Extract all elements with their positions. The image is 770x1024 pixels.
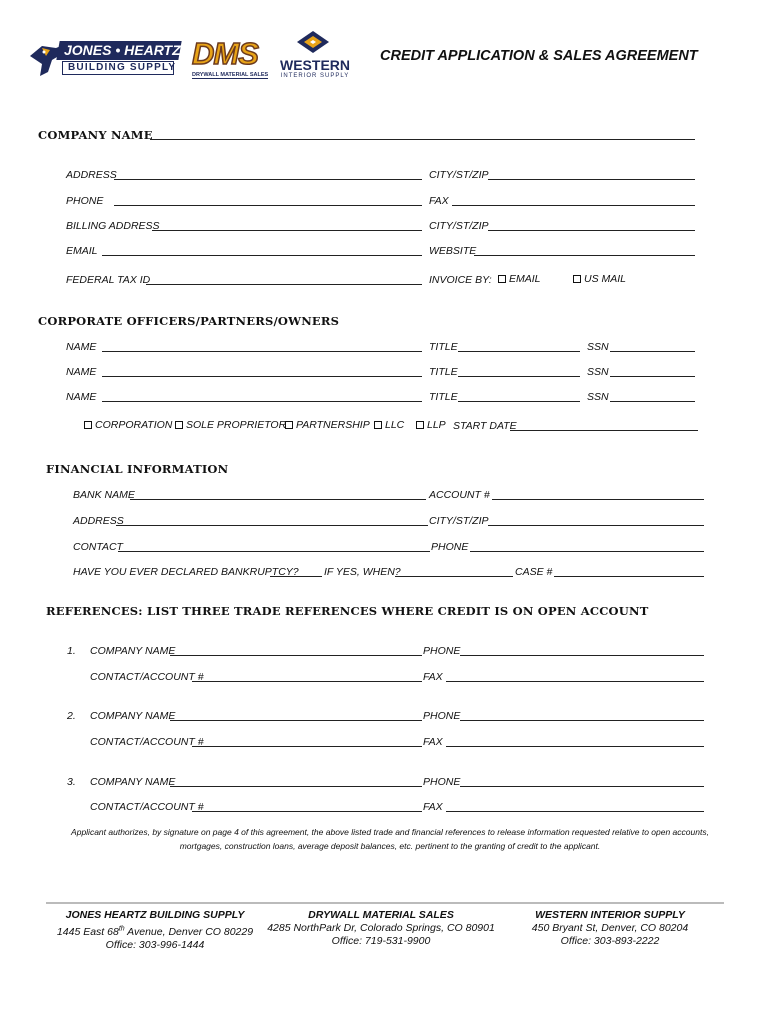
ref1-fax-field[interactable]	[446, 681, 704, 682]
officer-name-label: NAME	[66, 366, 97, 378]
email-field[interactable]	[102, 255, 422, 256]
entity-type-corporation[interactable]: CORPORATION	[84, 419, 172, 431]
start-date-label: START DATE	[453, 420, 517, 432]
bank-address-field[interactable]	[116, 525, 428, 526]
bank-phone-field[interactable]	[470, 551, 704, 552]
officer-name-label: NAME	[66, 391, 97, 403]
ref1-company-field[interactable]	[170, 655, 422, 656]
ref-phone-label: PHONE	[423, 710, 461, 722]
ref-company-label: COMPANY NAME	[90, 710, 176, 722]
logo-text-dms: DMS	[192, 36, 258, 71]
website-field[interactable]	[474, 255, 695, 256]
ref2-contact-field[interactable]	[192, 746, 422, 747]
ref-contact-label: CONTACT/ACCOUNT #	[90, 671, 204, 683]
footer-company-name: WESTERN INTERIOR SUPPLY	[535, 909, 685, 921]
officer-title-label: TITLE	[429, 366, 458, 378]
ref-company-label: COMPANY NAME	[90, 645, 176, 657]
western-logo	[278, 30, 352, 84]
city-field[interactable]	[488, 179, 695, 180]
ref-contact-label: CONTACT/ACCOUNT #	[90, 801, 204, 813]
website-label: WEBSITE	[429, 245, 477, 257]
ref-fax-label: FAX	[423, 671, 443, 683]
city-label: CITY/ST/ZIP	[429, 169, 489, 181]
bankruptcy-when-field[interactable]	[395, 576, 513, 577]
officer-ssn-label: SSN	[587, 366, 609, 378]
entity-type-sole-proprietor[interactable]: SOLE PROPRIETOR	[175, 419, 286, 431]
tax-id-field[interactable]	[146, 284, 422, 285]
ref3-fax-field[interactable]	[446, 811, 704, 812]
references-heading: REFERENCES: LIST THREE TRADE REFERENCES WHERE CREDIT IS ON OPEN ACCOUNT	[46, 604, 649, 618]
footer-office: Office: 303-893-2222	[560, 935, 660, 947]
invoice-mail-option[interactable]: US MAIL	[573, 273, 626, 285]
fax-label: FAX	[429, 195, 449, 207]
footer-divider	[46, 902, 724, 904]
bankruptcy-when-label: IF YES, WHEN?	[324, 566, 401, 578]
account-label: ACCOUNT #	[429, 489, 490, 501]
entity-type-llp[interactable]: LLP	[416, 419, 446, 431]
footer-address: 1445 East 68th Avenue, Denver CO 80229	[56, 925, 254, 938]
phone-field[interactable]	[114, 205, 422, 206]
footer-western	[510, 909, 710, 948]
entity-type-llc[interactable]: LLC	[374, 419, 404, 431]
footer-address: 450 Bryant St, Denver, CO 80204	[531, 922, 689, 934]
officers-heading: CORPORATE OFFICERS/PARTNERS/OWNERS	[38, 314, 340, 328]
checkbox-icon[interactable]	[84, 421, 92, 429]
officer-title-field[interactable]	[458, 376, 580, 377]
checkbox-icon[interactable]	[175, 421, 183, 429]
financial-heading: FINANCIAL INFORMATION	[46, 462, 229, 476]
ref-phone-label: PHONE	[423, 776, 461, 788]
ref-fax-label: FAX	[423, 736, 443, 748]
checkbox-icon[interactable]	[498, 275, 506, 283]
start-date-field[interactable]	[510, 430, 698, 431]
jones-heartz-logo	[28, 38, 180, 80]
officer-title-label: TITLE	[429, 391, 458, 403]
footer-office: Office: 303-996-1444	[105, 938, 205, 951]
bank-name-label: BANK NAME	[73, 489, 135, 501]
officer-title-label: TITLE	[429, 341, 458, 353]
ref2-company-field[interactable]	[170, 720, 422, 721]
officer-ssn-label: SSN	[587, 341, 609, 353]
ref3-phone-field[interactable]	[460, 786, 704, 787]
footer-company-name: JONES HEARTZ BUILDING SUPPLY	[65, 909, 245, 921]
bankruptcy-field[interactable]	[270, 576, 322, 577]
billing-city-label: CITY/ST/ZIP	[429, 220, 489, 232]
ref-company-label: COMPANY NAME	[90, 776, 176, 788]
bankruptcy-label: HAVE YOU EVER DECLARED BANKRUPTCY?	[73, 566, 299, 578]
officer-name-label: NAME	[66, 341, 97, 353]
diamond-logo-icon	[296, 30, 330, 54]
logo-text-interior-supply: INTERIOR SUPPLY	[280, 73, 350, 79]
checkbox-icon[interactable]	[374, 421, 382, 429]
tax-id-label: FEDERAL TAX ID	[66, 274, 151, 286]
officer-name-field[interactable]	[102, 401, 422, 402]
ref-phone-label: PHONE	[423, 645, 461, 657]
ref1-phone-field[interactable]	[460, 655, 704, 656]
officer-ssn-field[interactable]	[610, 351, 695, 352]
officer-title-field[interactable]	[458, 351, 580, 352]
bank-city-field[interactable]	[488, 525, 704, 526]
footer-address: 4285 NorthPark Dr, Colorado Springs, CO 80901	[267, 922, 495, 934]
case-label: CASE #	[515, 566, 553, 578]
bank-address-label: ADDRESS	[73, 515, 124, 527]
ref3-company-field[interactable]	[170, 786, 422, 787]
officer-title-field[interactable]	[458, 401, 580, 402]
bank-contact-label: CONTACT	[73, 541, 123, 553]
bank-contact-field[interactable]	[118, 551, 430, 552]
checkbox-icon[interactable]	[416, 421, 424, 429]
dms-logo	[190, 36, 268, 82]
officer-ssn-label: SSN	[587, 391, 609, 403]
ref2-fax-field[interactable]	[446, 746, 704, 747]
footer-jones-heartz	[50, 909, 260, 952]
checkbox-icon[interactable]	[573, 275, 581, 283]
footer-dms	[265, 909, 497, 948]
bank-name-field[interactable]	[130, 499, 426, 500]
email-label: EMAIL	[66, 245, 98, 257]
logo-text-western: WESTERN	[280, 57, 350, 73]
billing-address-label: BILLING ADDRESS	[66, 220, 160, 232]
officer-name-field[interactable]	[102, 376, 422, 377]
bank-phone-label: PHONE	[431, 541, 469, 553]
footer-company-name: DRYWALL MATERIAL SALES	[308, 909, 454, 921]
logo-text-building-supply: BUILDING SUPPLY	[68, 62, 177, 73]
checkbox-icon[interactable]	[285, 421, 293, 429]
entity-type-partnership[interactable]: PARTNERSHIP	[285, 419, 370, 431]
authorization-text: Applicant authorizes, by signature on page 4 of this agreement, the above listed trade and financial references to release information requested relative to open accounts, mortgages, construction loans, average deposit balances, etc. pertinent to the granting of credit to the applicant.	[71, 827, 709, 851]
reference-number: 1.	[67, 645, 76, 657]
logo-text-drywall-material-sales: DRYWALL MATERIAL SALES	[192, 72, 269, 78]
phone-label: PHONE	[66, 195, 104, 207]
company-name-label: COMPANY NAME	[38, 128, 153, 142]
reference-number: 3.	[67, 776, 76, 788]
ref-fax-label: FAX	[423, 801, 443, 813]
page-title: CREDIT APPLICATION & SALES AGREEMENT	[380, 48, 698, 64]
reference-number: 2.	[67, 710, 76, 722]
account-field[interactable]	[492, 499, 704, 500]
fax-field[interactable]	[452, 205, 695, 206]
officer-ssn-field[interactable]	[610, 401, 695, 402]
company-name-field[interactable]	[150, 139, 695, 140]
officer-ssn-field[interactable]	[610, 376, 695, 377]
footer-office: Office: 719-531-9900	[331, 935, 431, 947]
ref-contact-label: CONTACT/ACCOUNT #	[90, 736, 204, 748]
logo-text-jones-heartz: JONES • HEARTZ	[64, 42, 181, 58]
bank-city-label: CITY/ST/ZIP	[429, 515, 489, 527]
billing-address-field[interactable]	[152, 230, 422, 231]
ref1-contact-field[interactable]	[192, 681, 422, 682]
invoice-by-label: INVOICE BY:	[429, 274, 492, 286]
ref3-contact-field[interactable]	[192, 811, 422, 812]
invoice-email-option[interactable]: EMAIL	[498, 273, 541, 285]
billing-city-field[interactable]	[488, 230, 695, 231]
case-field[interactable]	[554, 576, 704, 577]
ref2-phone-field[interactable]	[460, 720, 704, 721]
officer-name-field[interactable]	[102, 351, 422, 352]
address-label: ADDRESS	[66, 169, 117, 181]
address-field[interactable]	[114, 179, 422, 180]
